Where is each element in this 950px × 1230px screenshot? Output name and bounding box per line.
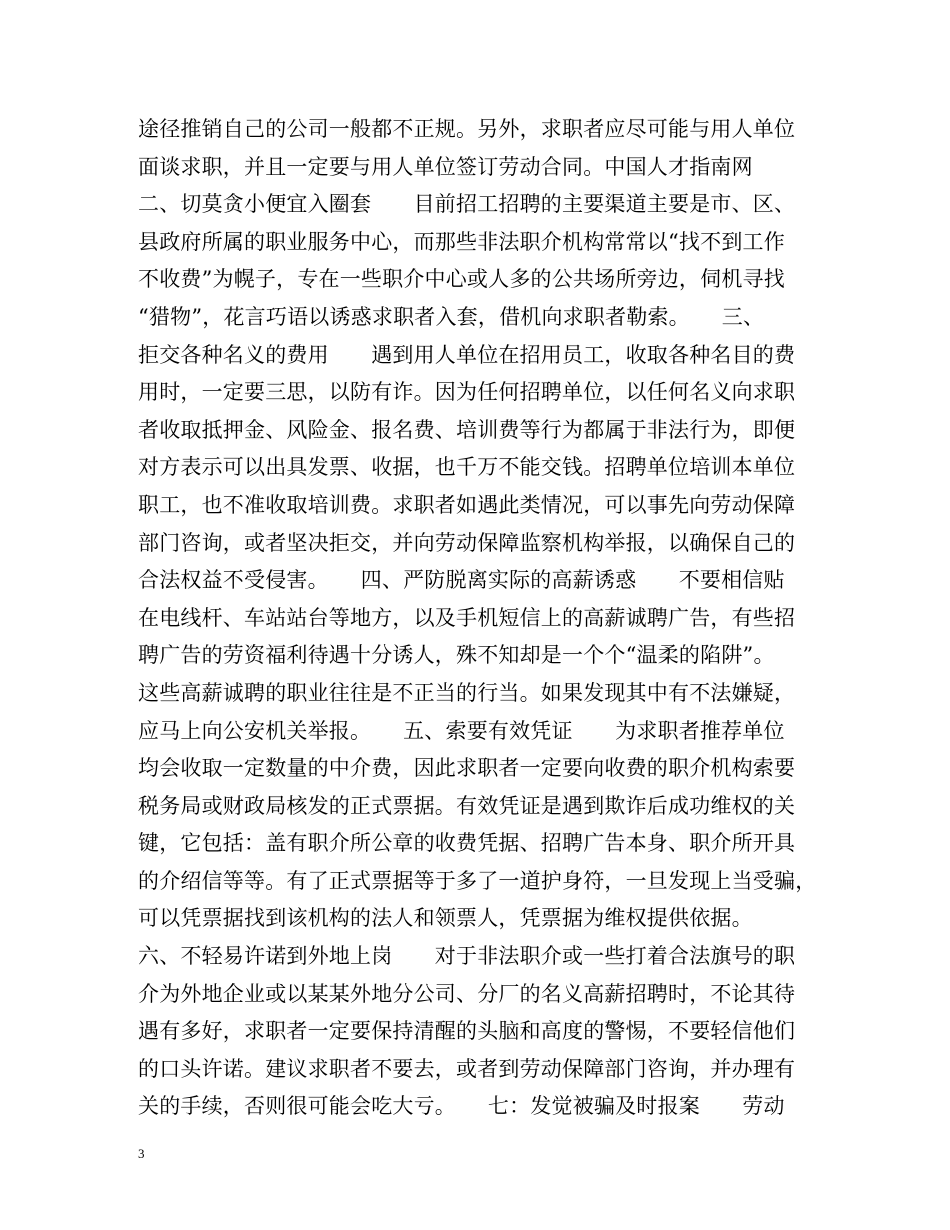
text-line: 在电线杆、车站站台等地方，以及手机短信上的高薪诚聘广告，有些招	[138, 605, 796, 630]
text-line: 可以凭票据找到该机构的法人和领票人，凭票据为维权提供依据。	[138, 906, 753, 931]
text-line: 介为外地企业或以某某外地分公司、分厂的名义高薪招聘时，不论其待	[138, 981, 796, 1006]
text-line: 职工，也不准收取培训费。求职者如遇此类情况，可以事先向劳动保障	[138, 492, 796, 517]
text-line: 遇有多好，求职者一定要保持清醒的头脑和高度的警惕，不要轻信他们	[138, 1019, 796, 1044]
text-line: 六、不轻易许诺到外地上岗 对于非法职介或一些打着合法旗号的职	[138, 944, 796, 969]
text-line: 的介绍信等等。有了正式票据等于多了一道护身符，一旦发现上当受骗，	[138, 868, 817, 893]
text-line: 应马上向公安机关举报。 五、索要有效凭证 为求职者推荐单位	[138, 718, 785, 743]
text-line: 税务局或财政局核发的正式票据。有效凭证是遇到欺诈后成功维权的关	[138, 793, 796, 818]
text-line: 均会收取一定数量的中介费，因此求职者一定要向收费的职介机构索要	[138, 756, 796, 781]
text-line: 合法权益不受侵害。 四、严防脱离实际的高薪诱惑 不要相信贴	[138, 568, 785, 593]
text-line: 聘广告的劳资福利待遇十分诱人，殊不知却是一个个“温柔的陷阱”。	[138, 643, 775, 668]
text-line: 键，它包括：盖有职介所公章的收费凭据、招聘广告本身、职介所开具	[138, 831, 796, 856]
text-line: 途径推销自己的公司一般都不正规。另外，求职者应尽可能与用人单位	[138, 117, 796, 141]
text-line: 拒交各种名义的费用 遇到用人单位在招用员工，收取各种名目的费	[138, 342, 796, 367]
text-line: 二、切莫贪小便宜入圈套 目前招工招聘的主要渠道主要是市、区、	[138, 192, 796, 217]
text-line: 县政府所属的职业服务中心，而那些非法职介机构常常以“找不到工作	[138, 229, 785, 254]
text-line: 用时，一定要三思，以防有诈。因为任何招聘单位，以任何名义向求职	[138, 380, 796, 405]
text-line: 者收取抵押金、风险金、报名费、培训费等行为都属于非法行为，即便	[138, 417, 796, 442]
text-line: 部门咨询，或者坚决拒交，并向劳动保障监察机构举报，以确保自己的	[138, 530, 796, 555]
body-text	[138, 111, 828, 1126]
text-line: “猎物”，花言巧语以诱惑求职者入套，借机向求职者勒索。 三、	[138, 304, 765, 329]
text-line: 关的手续，否则很可能会吃大亏。 七：发觉被骗及时报案 劳动	[138, 1094, 785, 1119]
text-line: 对方表示可以出具发票、收据，也千万不能交钱。招聘单位培训本单位	[138, 455, 796, 480]
text-line: 不收费”为幌子，专在一些职介中心或人多的公共场所旁边，伺机寻找	[138, 267, 785, 292]
text-line: 面谈求职，并且一定要与用人单位签订劳动合同。中国人才指南网	[138, 154, 753, 179]
text-line: 的口头许诺。建议求职者不要去，或者到劳动保障部门咨询，并办理有	[138, 1056, 796, 1081]
page-number: 3	[138, 1146, 145, 1161]
text-line: 这些高薪诚聘的职业往往是不正当的行当。如果发现其中有不法嫌疑，	[138, 680, 796, 705]
